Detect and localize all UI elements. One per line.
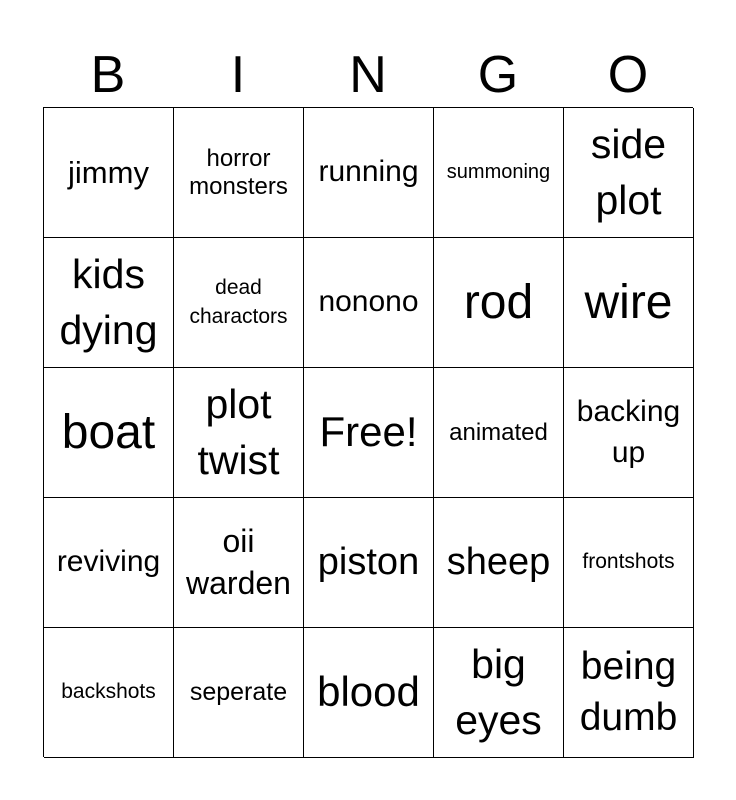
cell-text: summoning <box>446 161 551 183</box>
bingo-cell[interactable] <box>44 238 174 368</box>
bingo-cell[interactable] <box>44 628 174 758</box>
bingo-header <box>43 44 693 106</box>
header-letter-n: N <box>349 46 387 104</box>
bingo-cell[interactable] <box>434 108 564 238</box>
bingo-cell[interactable] <box>304 628 434 758</box>
bingo-cell[interactable] <box>174 498 304 628</box>
cell-text: running <box>318 155 419 189</box>
bingo-cell[interactable] <box>434 498 564 628</box>
cell-text: Free! <box>319 408 418 456</box>
cell-text: being dumb <box>579 644 678 739</box>
cell-text: backing up <box>576 395 681 469</box>
cell-text: horror monsters <box>189 144 288 200</box>
bingo-cell[interactable] <box>44 108 174 238</box>
cell-text: side plot <box>590 121 667 223</box>
cell-text: frontshots <box>582 550 675 574</box>
bingo-cell[interactable] <box>174 238 304 368</box>
cell-text: jimmy <box>68 154 149 190</box>
cell-text: nonono <box>318 285 419 319</box>
cell-text: dead charactors <box>189 276 288 328</box>
header-letter-b: B <box>90 46 126 104</box>
cell-text: boat <box>61 405 156 459</box>
bingo-cell[interactable] <box>564 498 694 628</box>
bingo-cell[interactable] <box>44 368 174 498</box>
bingo-cell[interactable] <box>304 498 434 628</box>
bingo-cell[interactable] <box>304 368 434 498</box>
bingo-cell[interactable] <box>174 368 304 498</box>
bingo-cell[interactable] <box>434 238 564 368</box>
cell-text: reviving <box>56 545 161 579</box>
cell-text: kids dying <box>59 251 158 353</box>
bingo-cell[interactable] <box>44 498 174 628</box>
bingo-cell[interactable] <box>304 108 434 238</box>
bingo-cell[interactable] <box>304 238 434 368</box>
cell-text: seperate <box>189 678 288 707</box>
bingo-cell[interactable] <box>564 238 694 368</box>
cell-text: backshots <box>61 680 156 704</box>
cell-text: oii warden <box>186 522 291 601</box>
cell-text: plot twist <box>197 381 280 483</box>
cell-text: blood <box>317 668 420 716</box>
bingo-card-grid <box>43 107 693 757</box>
bingo-cell[interactable] <box>434 628 564 758</box>
bingo-cell[interactable] <box>564 108 694 238</box>
header-letter-i: I <box>230 46 246 104</box>
bingo-cell[interactable] <box>174 628 304 758</box>
bingo-cell[interactable] <box>564 368 694 498</box>
bingo-cell[interactable] <box>564 628 694 758</box>
cell-text: sheep <box>446 540 551 583</box>
header-letter-g: G <box>477 46 519 104</box>
bingo-cell[interactable] <box>434 368 564 498</box>
cell-text: rod <box>463 275 534 329</box>
bingo-cell[interactable] <box>174 108 304 238</box>
cell-text: piston <box>317 540 420 583</box>
cell-text: big eyes <box>455 641 542 743</box>
cell-text: wire <box>584 275 673 329</box>
cell-text: animated <box>449 418 548 446</box>
header-letter-o: O <box>607 46 649 104</box>
